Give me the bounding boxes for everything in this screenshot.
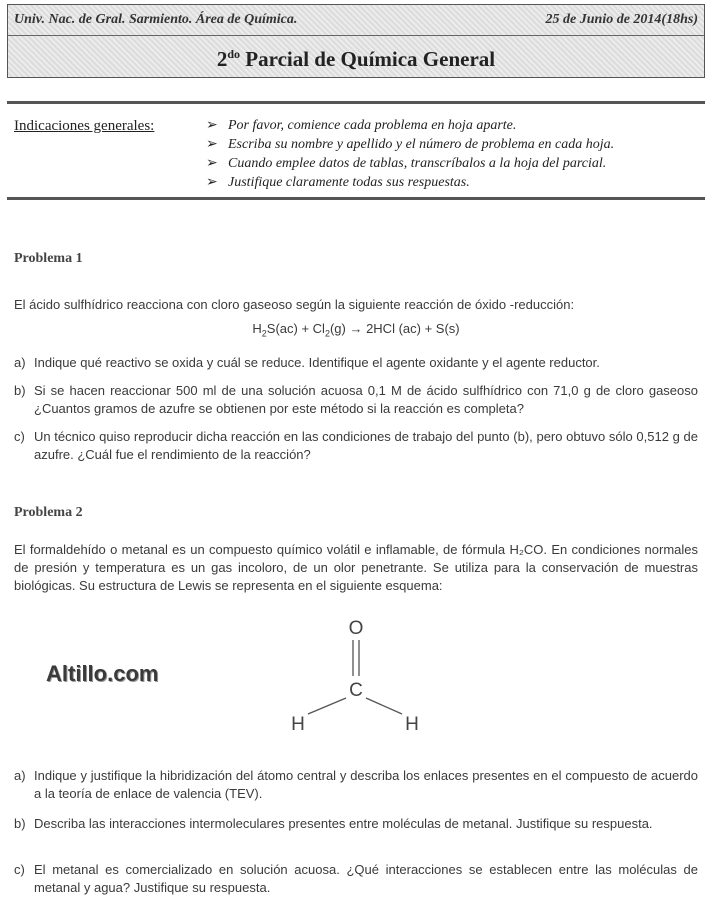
indicaciones-label: Indicaciones generales: <box>14 118 155 134</box>
exam-title <box>8 47 704 72</box>
problema1-item-a: a) Indique qué reactivo se oxida y cuál se reduce. Identifique el agente oxidante y el agente reductor. <box>14 355 600 370</box>
lewis-atom-o: O <box>348 618 364 639</box>
reaction-equation: $H_2S(ac) + Cl_2(g) \to 2HCl$ (ac) + S(s) <box>252 321 460 339</box>
exam-date: 25 de Junio de 2014(18hs) <box>545 12 698 27</box>
lewis-structure-diagram <box>270 612 440 742</box>
bottom-divider <box>7 197 705 200</box>
exam-header <box>7 4 705 78</box>
single-bond-right <box>366 698 402 714</box>
indicaciones-list <box>206 116 706 192</box>
lewis-atom-h-right: H <box>405 714 419 735</box>
header-divider <box>8 35 704 36</box>
arrow-bullet-icon: ➢ <box>206 175 218 190</box>
problema2-item-a: a) Indique y justifique la hibridización del átomo central y describa los enlaces presentes en el compuesto de acuerdo a la teoría de enlace de valencia (TEV). <box>14 768 698 801</box>
problema1-title: Problema 1 <box>14 251 83 266</box>
problema2-item-c: c) El metanal es comercializado en solución acuosa. ¿Qué interacciones se establecen entre las moléculas de metanal y agua? Justifique su respuesta. <box>14 862 698 895</box>
altillo-watermark: Altillo.com <box>46 661 159 686</box>
problema2-intro: El formaldehído o metanal es un compuesto químico volátil e inflamable, de fórmula H₂CO. En condiciones normales de presión y temperatura es un gas incoloro, de un olor penetrante. Se utiliza para la conservación de muestras biológicas. Su estructura de Lewis se representa en el siguiente esquema: <box>14 542 698 593</box>
problema1-item-c: c) Un técnico quiso reproducir dicha reacción en las condiciones de trabajo del punto (b), pero obtuvo sólo 0,512 g de azufre. ¿Cuál fue el rendimiento de la reacción? <box>14 429 698 462</box>
title-text: Parcial de Química General <box>240 47 496 71</box>
top-divider <box>7 101 705 104</box>
lewis-atom-c: C <box>349 680 363 701</box>
indicacion-item: ➢ Escriba su nombre y apellido y el número de problema en cada hoja. <box>206 137 615 152</box>
arrow-bullet-icon: ➢ <box>206 118 218 133</box>
indicacion-item: ➢ Cuando emplee datos de tablas, transcríbalos a la hoja del parcial. <box>206 156 607 171</box>
indicacion-item: ➢ Por favor, comience cada problema en hoja aparte. <box>206 118 517 133</box>
single-bond-left <box>308 698 346 714</box>
institution-name: Univ. Nac. de Gral. Sarmiento. Área de Química. <box>14 12 298 27</box>
lewis-atom-h-left: H <box>291 714 305 735</box>
title-superscript: do <box>227 47 241 61</box>
arrow-bullet-icon: ➢ <box>206 137 218 152</box>
problema2-item-b: b) Describa las interacciones intermoleculares presentes entre moléculas de metanal. Justifique su respuesta. <box>14 816 653 831</box>
indicacion-item: ➢ Justifique claramente todas sus respuestas. <box>206 175 470 190</box>
problema1-intro: El ácido sulfhídrico reacciona con cloro gaseoso según la siguiente reacción de óxido -reducción: <box>14 297 575 312</box>
arrow-bullet-icon: ➢ <box>206 156 218 171</box>
problema1-item-b: b) Si se hacen reaccionar 500 ml de una solución acuosa 0,1 M de ácido sulfhídrico con 71,0 g de cloro gaseoso ¿Cuantos gramos de azufre se obtienen por este método si la reacción es completa? <box>14 383 698 416</box>
problema2-title: Problema 2 <box>14 505 83 520</box>
title-number: 2 <box>216 47 228 71</box>
